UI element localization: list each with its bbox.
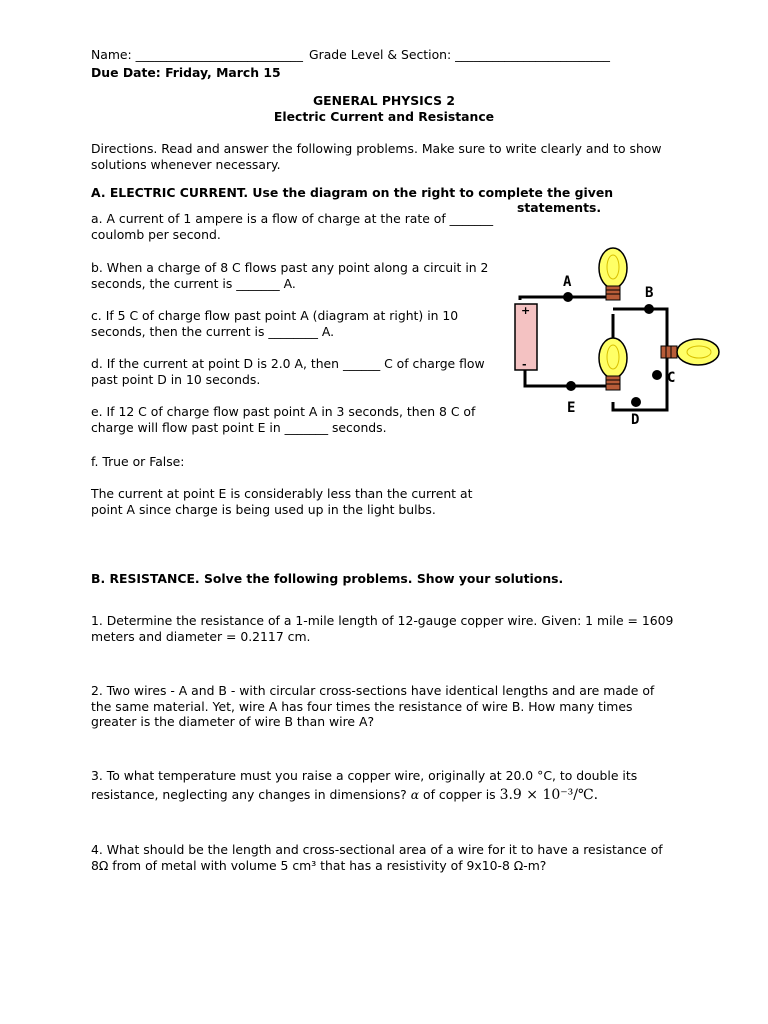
section-a-heading: A. ELECTRIC CURRENT. Use the diagram on the right to complete the given <box>91 185 614 200</box>
question-d: d. If the current at point D is 2.0 A, then ______ C of charge flow past point D in 10 seconds. <box>91 356 485 387</box>
resistance-question-3-line1: 3. To what temperature must you raise a copper wire, originally at 20.0 °C, to double its <box>91 768 638 783</box>
due-date: Due Date: Friday, March 15 <box>91 65 281 80</box>
alpha-symbol: α <box>410 786 420 802</box>
page-title: GENERAL PHYSICS 2 <box>313 93 455 108</box>
point-d-marker <box>631 397 641 407</box>
q3-text-mid: of copper is <box>423 786 496 802</box>
light-bulb-1 <box>599 248 627 300</box>
circuit-diagram <box>505 240 730 435</box>
question-f: f. True or False: <box>91 454 185 469</box>
point-b-marker <box>644 304 654 314</box>
point-e-label: E <box>567 400 576 416</box>
question-b: b. When a charge of 8 C flows past any point along a circuit in 2 seconds, the current is _______ A. <box>91 260 489 291</box>
point-c-label: C <box>667 370 676 386</box>
light-bulb-2 <box>599 338 627 390</box>
resistance-question-3-line2 <box>91 787 691 804</box>
directions: Directions. Read and answer the following problems. Make sure to write clearly and to show solutions whenever necessary. <box>91 141 662 172</box>
resistance-question-2: 2. Two wires - A and B - with circular cross-sections have identical lengths and are made of the same material. Yet, wire A has four times the resistance of wire B. How many times greater is the diameter of wire B than wire A? <box>91 683 655 729</box>
point-d-label: D <box>631 412 640 428</box>
alpha-value: 3.9 × 10⁻³/℃. <box>499 786 599 803</box>
point-a-marker <box>563 292 573 302</box>
point-e-marker <box>566 381 576 391</box>
resistance-question-3 <box>91 768 691 803</box>
light-bulb-3 <box>661 339 719 365</box>
q3-text: resistance, neglecting any changes in dimensions? <box>91 786 407 802</box>
battery-minus-label: - <box>522 358 527 371</box>
resistance-question-1: 1. Determine the resistance of a 1-mile length of 12-gauge copper wire. Given: 1 mile = 1609 meters and diameter = 0.2117 cm. <box>91 613 674 644</box>
resistance-question-4: 4. What should be the length and cross-sectional area of a wire for it to have a resistance of 8Ω from of metal with volume 5 cm³ that has a resistivity of 9x10-8 Ω-m? <box>91 842 663 873</box>
question-e: e. If 12 C of charge flow past point A in 3 seconds, then 8 C of charge will flow past point E in _______ seconds. <box>91 404 476 435</box>
point-b-label: B <box>645 285 654 301</box>
grade-section-field-label: Grade Level & Section: _________________________ <box>309 47 610 62</box>
point-c-marker <box>652 370 662 380</box>
battery-plus-label: + <box>521 304 531 317</box>
section-b-heading: B. RESISTANCE. Solve the following problems. Show your solutions. <box>91 571 564 586</box>
question-a: a. A current of 1 ampere is a flow of charge at the rate of _______ coulomb per second. <box>91 211 494 242</box>
section-a-heading-continued: statements. <box>517 200 602 215</box>
page-subtitle: Electric Current and Resistance <box>273 109 495 124</box>
name-field-label: Name: ___________________________ <box>91 47 303 62</box>
point-a-label: A <box>563 274 572 290</box>
question-f-statement: The current at point E is considerably less than the current at point A since charge is being used up in the light bulbs. <box>91 486 473 517</box>
question-c: c. If 5 C of charge flow past point A (diagram at right) in 10 seconds, then the current is ________ A. <box>91 308 459 339</box>
